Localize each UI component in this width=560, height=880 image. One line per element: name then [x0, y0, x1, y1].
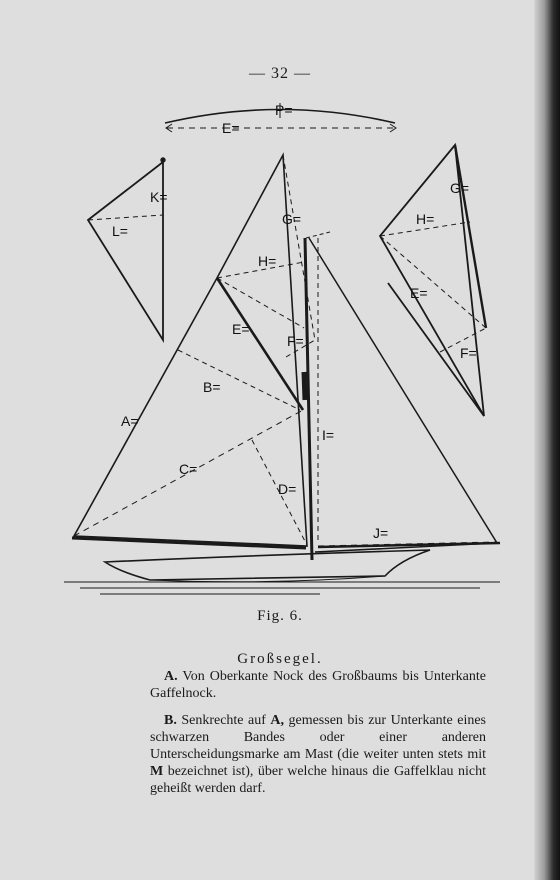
- label-e: E=: [232, 321, 250, 337]
- marker-b: B.: [164, 713, 177, 728]
- label-i: I=: [322, 427, 335, 443]
- mainsail-outline: [74, 155, 307, 546]
- paragraph-b: [150, 712, 486, 797]
- label-e-right: E=: [410, 285, 428, 301]
- book-spine-shadow: [534, 0, 560, 880]
- label-a: A=: [121, 413, 139, 429]
- paragraph-b-bold-m: M: [150, 764, 164, 779]
- paragraph-b-text-2: gemessen bis zur Unterkante eines schwarzen Bandes oder einer anderen Unterscheidungsmarke am Mast (die weiter unten stets mit: [150, 713, 487, 762]
- label-c: C=: [179, 461, 198, 477]
- paragraph-a: [150, 668, 486, 702]
- hull: [105, 550, 430, 580]
- figure-caption: Fig. 6.: [257, 608, 303, 624]
- label-h: H=: [258, 253, 277, 269]
- label-f-right: F=: [460, 345, 477, 361]
- paragraph-a-text: Von Oberkante Nock des Großbaums bis Unterkante Gaffelnock.: [150, 669, 487, 701]
- paragraph-b-bold-a: A,: [270, 713, 284, 728]
- label-d: D=: [278, 481, 297, 497]
- label-p: P=: [275, 102, 293, 118]
- paragraph-b-text-3: bezeichnet ist), über welche hinaus die Gaffelklau nicht geheißt werden darf.: [150, 764, 487, 796]
- marker-a: A.: [164, 669, 178, 684]
- label-l: L=: [112, 223, 128, 239]
- label-e-top: E=: [222, 120, 240, 136]
- page-number: — 32 —: [249, 65, 311, 82]
- paragraph-b-text-1: Senkrechte auf: [181, 713, 266, 728]
- label-g: G=: [282, 211, 302, 227]
- section-title: Großsegel.: [237, 651, 323, 667]
- label-b: B=: [203, 379, 221, 395]
- label-f: F=: [287, 333, 304, 349]
- label-h-right: H=: [416, 211, 435, 227]
- label-j: J=: [373, 525, 389, 541]
- boom: [72, 538, 306, 548]
- label-k: K=: [150, 189, 168, 205]
- label-g-right: G=: [450, 180, 470, 196]
